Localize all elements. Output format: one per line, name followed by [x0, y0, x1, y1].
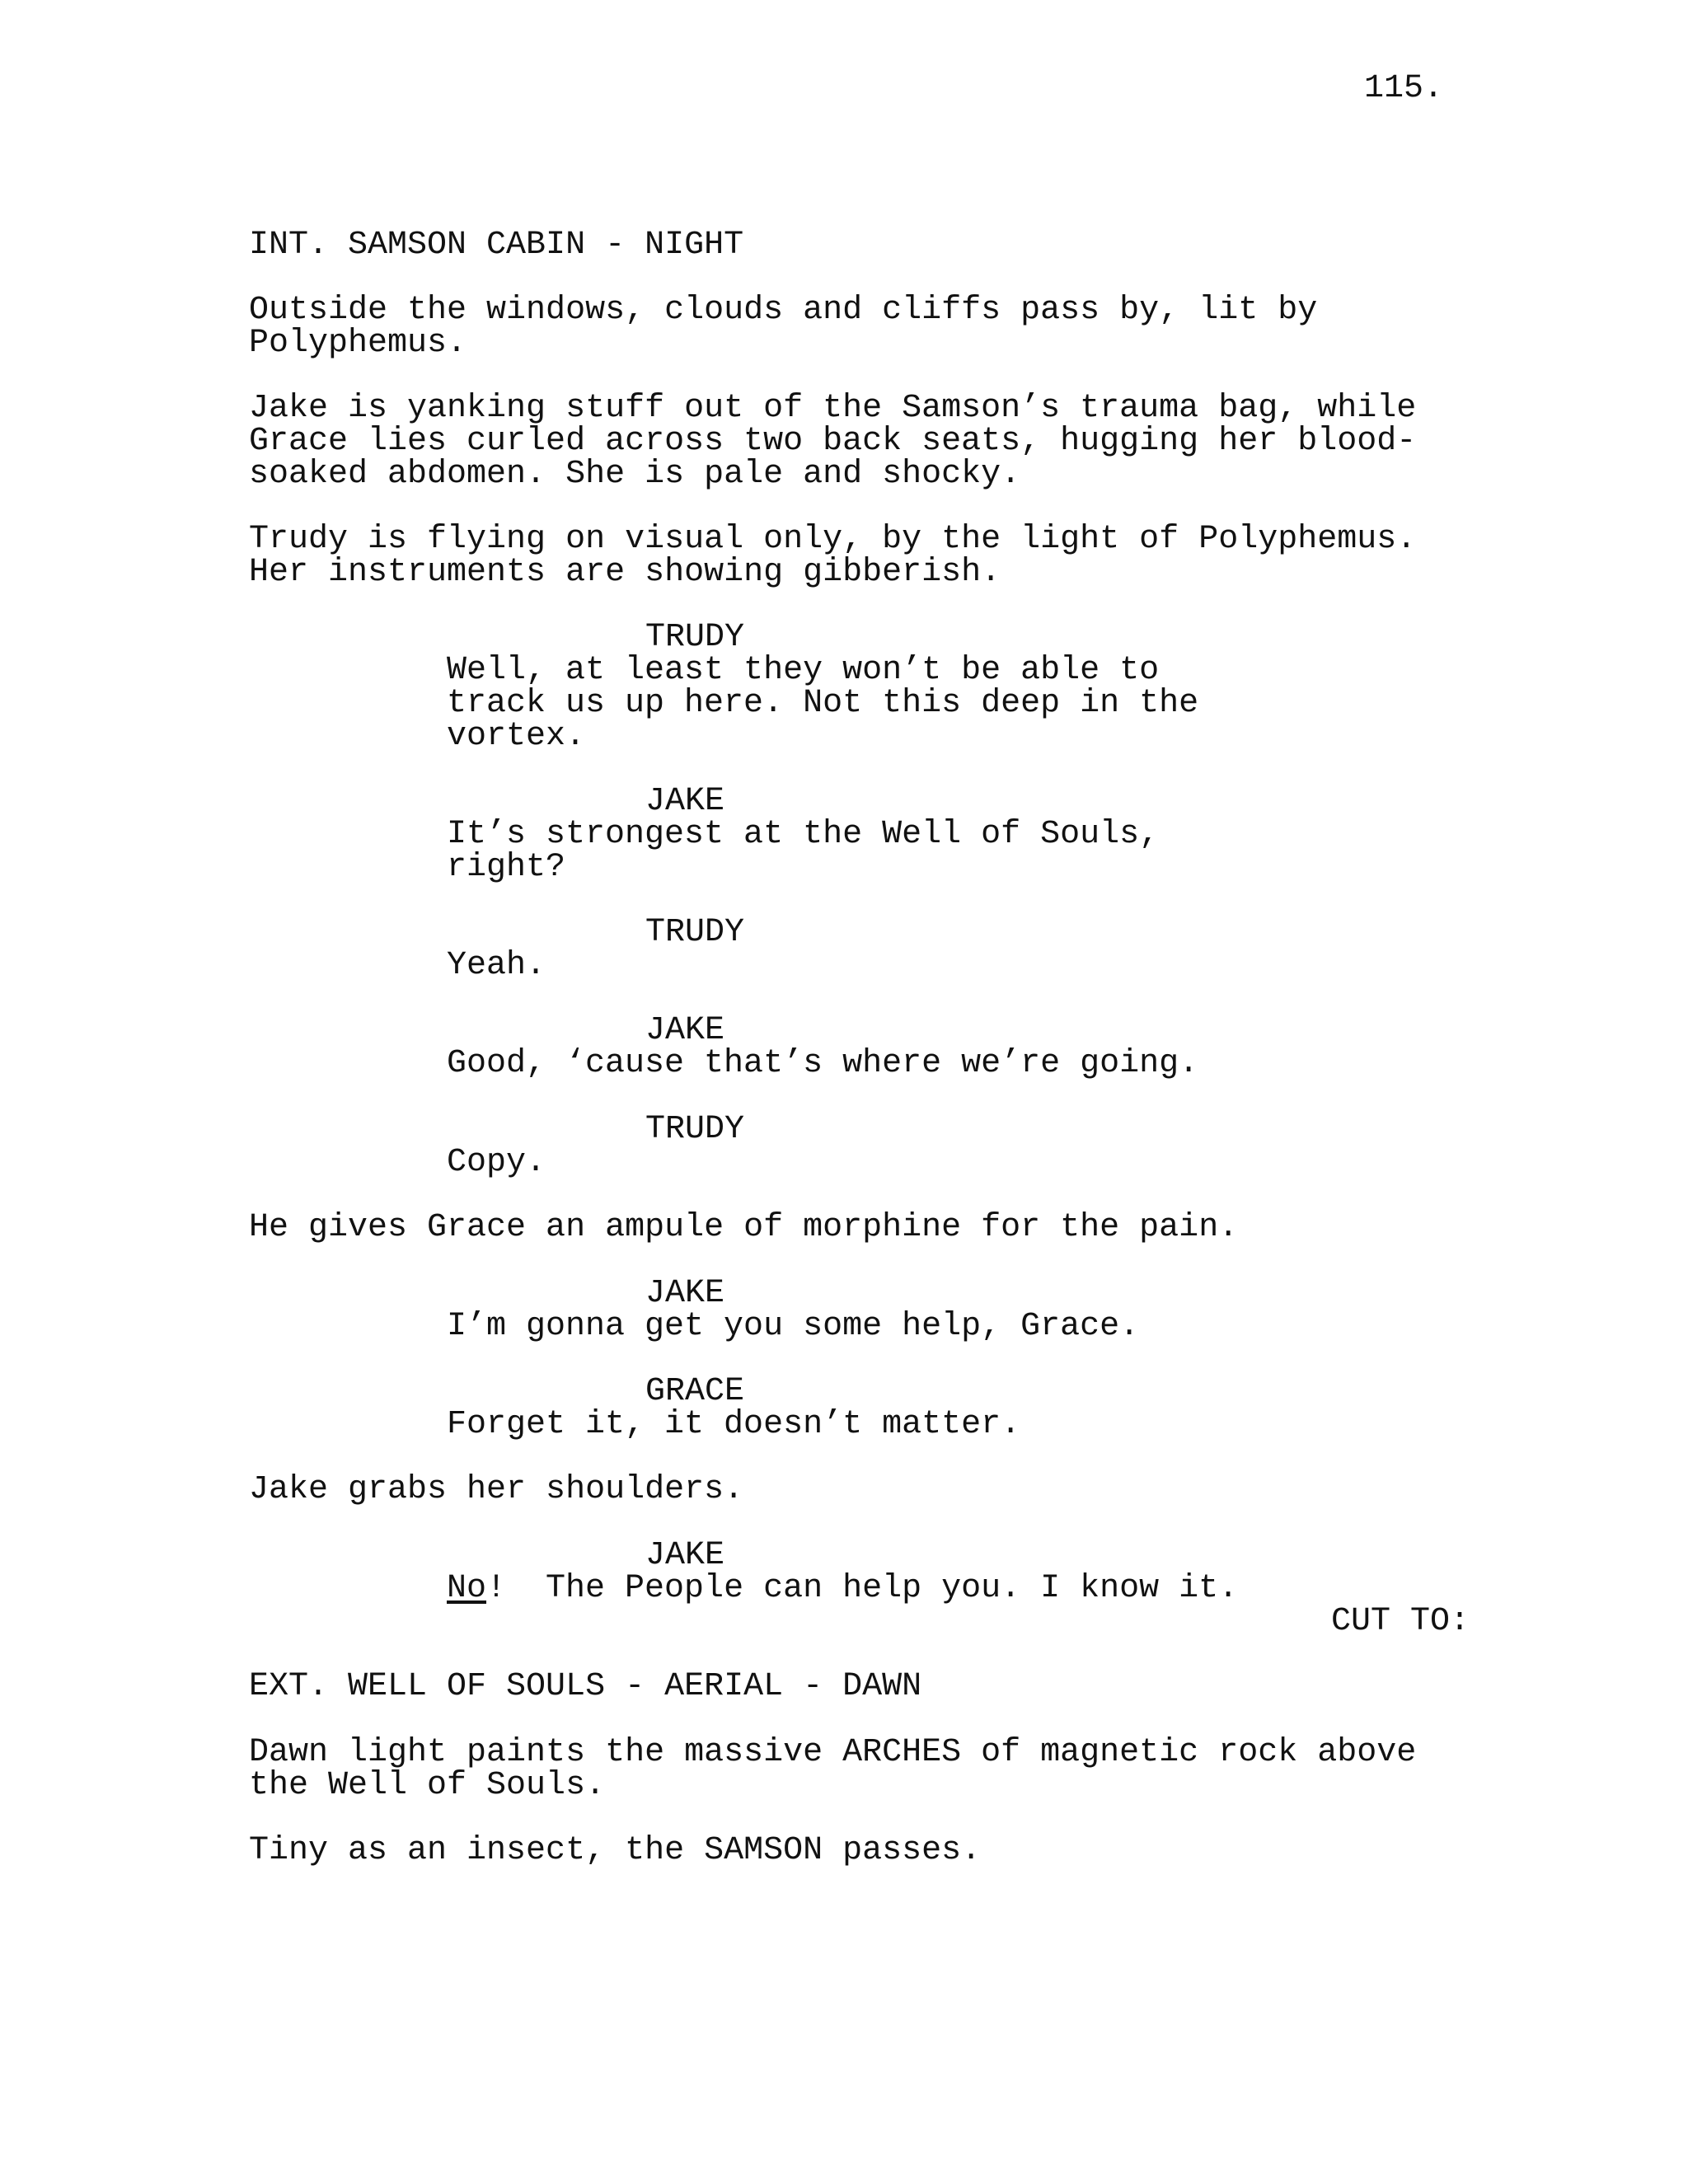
action-line: Dawn light paints the massive ARCHES of magnetic rock above [249, 1734, 1417, 1771]
transition: CUT TO: [1331, 1603, 1470, 1640]
action-line: Outside the windows, clouds and cliffs pass by, lit by [249, 292, 1318, 329]
action-line: Jake is yanking stuff out of the Samson’s trauma bag, while [249, 390, 1417, 427]
action-line: soaked abdomen. She is pale and shocky. [249, 456, 1021, 493]
dialogue-line: Well, at least they won’t be able to [447, 652, 1160, 689]
dialogue-line: track us up here. Not this deep in the [447, 685, 1199, 722]
action-line: Trudy is flying on visual only, by the light of Polyphemus. [249, 521, 1417, 558]
scene-heading: EXT. WELL OF SOULS - AERIAL - DAWN [249, 1668, 922, 1705]
action-line: the Well of Souls. [249, 1767, 606, 1804]
dialogue-line: vortex. [447, 718, 586, 755]
character-name: GRACE [645, 1373, 745, 1410]
dialogue-text: ! The People can help you. I know it. [486, 1570, 1239, 1607]
dialogue-line: Good, ‘cause that’s where we’re going. [447, 1045, 1199, 1082]
page-number: 115. [1364, 70, 1444, 107]
character-name: JAKE [645, 1275, 725, 1312]
action-line: Grace lies curled across two back seats, hugging her blood- [249, 423, 1417, 460]
scene-heading: INT. SAMSON CABIN - NIGHT [249, 227, 744, 264]
emphasis-text: No [447, 1570, 487, 1607]
action-line: Tiny as an insect, the SAMSON passes. [249, 1832, 982, 1869]
dialogue-line: Forget it, it doesn’t matter. [447, 1406, 1021, 1443]
character-name: JAKE [645, 1012, 725, 1049]
action-line: Her instruments are showing gibberish. [249, 554, 1001, 591]
character-name: TRUDY [645, 1111, 745, 1148]
character-name: JAKE [645, 1537, 725, 1574]
dialogue-line: Yeah. [447, 947, 546, 984]
action-line: Jake grabs her shoulders. [249, 1471, 744, 1508]
dialogue-line [447, 1572, 1238, 1605]
character-name: TRUDY [645, 619, 745, 656]
dialogue-line: Copy. [447, 1144, 546, 1181]
dialogue-line: right? [447, 849, 566, 886]
dialogue-line: It’s strongest at the Well of Souls, [447, 816, 1160, 853]
dialogue-line: I’m gonna get you some help, Grace. [447, 1308, 1140, 1345]
action-line: He gives Grace an ampule of morphine for the pain. [249, 1209, 1239, 1246]
action-line: Polyphemus. [249, 325, 467, 362]
character-name: TRUDY [645, 914, 745, 951]
character-name: JAKE [645, 783, 725, 820]
